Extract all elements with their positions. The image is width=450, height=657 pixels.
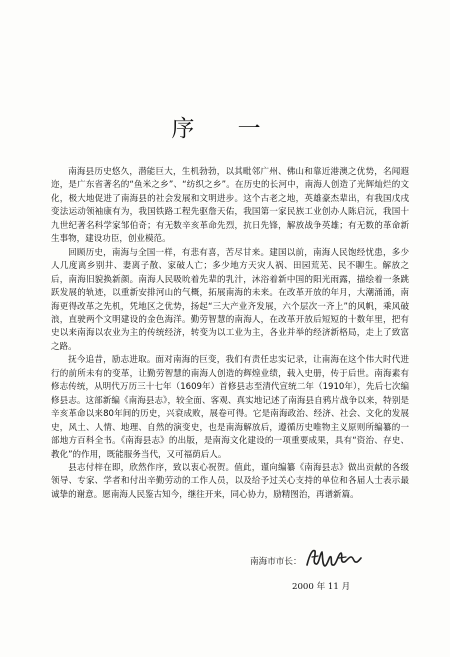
paragraph: 县志付梓在即，欣然作序，致以衷心祝贺。值此，谨向编纂《南海县志》做出贡献的各级领导、专家、学者和付出辛勤劳动的工作人员，以及给予过关心支持的单位和各届人士表示最诚挚的谢意。愿南海人民鉴古知今，继往开来，同心协力，励精图治，再谱新篇。 <box>51 462 409 500</box>
date: 2000 年 11 月 <box>292 582 351 592</box>
preface-body <box>51 166 409 502</box>
handwritten-signature <box>304 545 362 571</box>
paragraph: 回顾历史，南海与全国一样，有悲有喜，苦尽甘来。建国以前，南海人民饱经忧患，多少人几度离乡别井、妻离子散、家破人亡；多少地方天灾人祸、田园荒芜、民不聊生。解放之后，南海旧貌换新颜。南海人民吸吮着先辈的乳汁，沐浴着新中国的阳光雨露，描绘着一条跳跃发展的轨迹，以重新安排河山的气概，拓展南海的未来。在改革开放的年月，大潮涌涌，南海更得改革之先机，凭地区之优势，扬起“三大产业齐发展，六个层次一齐上”的风帆，乘风破浪，直驶两个文明建设的金色海洋。勤劳智慧的南海人，在改革开放后短短的十数年里，把有史以来南海以农业为主的传统经济，转变为以工业为主，各业并举的经济新格局，走上了致富之路。 <box>51 247 409 352</box>
signature-label: 南海市市长： <box>250 557 302 567</box>
signature-line <box>250 551 362 571</box>
paragraph: 南海县历史悠久，潜能巨大，生机勃勃，以其毗邻广州、佛山和靠近港澳之优势，名闻遐迩，是广东省著名的“鱼米之乡”、“纺织之乡”。在历史的长河中，南海人创造了光辉灿烂的文化，极大地促进了南海县的社会发展和文明进步。这个古老之地，英雄豪杰辈出，有我国戊戌变法运动领袖康有为，我国铁路工程先驱詹天佑，我国第一家民族工业创办人陈启沅，我国十九世纪著名科学家邹伯奇；有无数辛亥革命先烈，抗日先锋，解放战争英雄；有无数的革命新生事物，建设功臣，创业模范。 <box>51 167 409 245</box>
page-title: 序 一 <box>171 116 279 142</box>
paragraph: 抚今追昔，励志进取。面对南海的巨变，我们有责任忠实记录，让南海在这个伟大时代进行的前所未有的变革，让勤劳智慧的南海人创造的辉煌业绩，载入史册，传于后世。南海素有修志传统，从明代万历三十七年（1609年）首修县志至清代宣统二年（1910年），先后七次编修县志。这部新编《南海县志》，较全面、客观、真实地记述了南海县自鸦片战争以来，特别是辛亥革命以来80年间的历史，兴衰成败，展卷可得。它是南海政治、经济、社会、文化的发展史，风土、人情、地理、自然的演变史，也是南海解放后，遵循历史唯物主义原则所编纂的一部地方百科全书。《南海县志》的出版，是南海文化建设的一项重要成果，具有“资治、存史、教化”的作用，既能服务当代，又可福荫后人。 <box>51 355 409 460</box>
